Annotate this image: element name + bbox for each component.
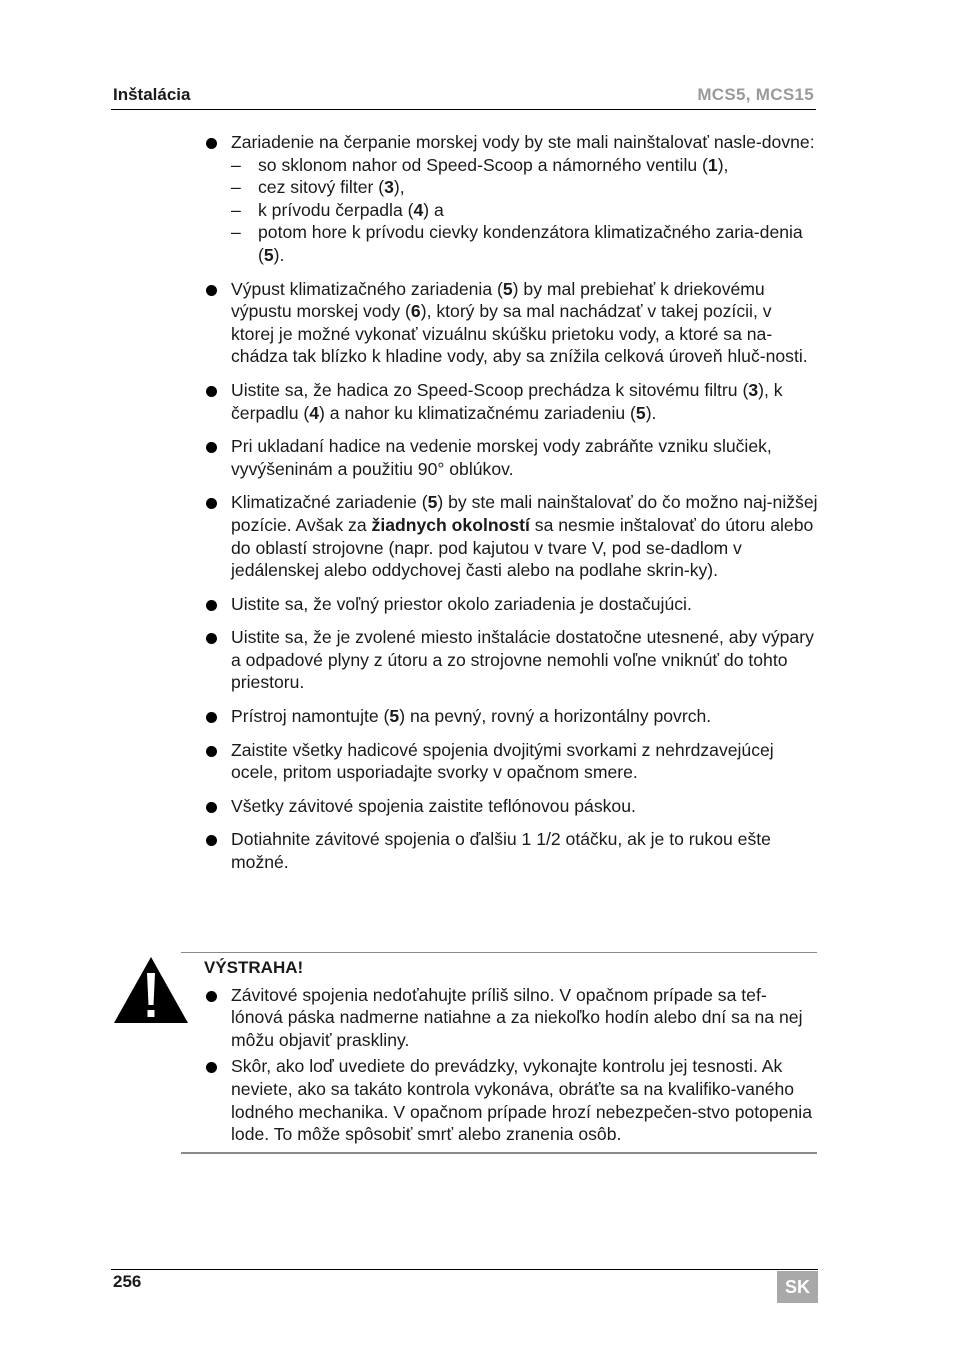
model-name: MCS5, MCS15 (697, 85, 814, 104)
warning-title: VÝSTRAHA! (204, 958, 304, 977)
page-header (111, 83, 816, 110)
text-segment: ) a (423, 199, 444, 220)
text-segment: Výpust klimatizačného zariadenia ( (231, 278, 503, 299)
list-item (204, 278, 818, 368)
text-segment: Zariadenie na čerpanie morskej vody by ste mali nainštalovať nasle-dovne: (231, 132, 815, 152)
bullet-icon (206, 386, 217, 397)
list-item (204, 131, 818, 267)
item-text (231, 131, 818, 154)
text-segment: ) by ste mali nainštalovať do čo možno naj-nižšej pozície. Avšak za (231, 492, 818, 535)
text-segment: Skôr, ako loď uvediete do prevádzky, vykonajte kontrolu jej tesnosti. Ak neviete, ako sa takáto kontrola vykonáva, obráťte sa na kvalifiko-vaného lodného mechanika. V opačnom prípade hrozí nebezpečen-stvo potopenia lode. To môže spôsobiť smrť alebo zranenia osôb. (231, 1056, 812, 1145)
bold-text: 5 (263, 244, 274, 265)
text-segment: sa nesmie inštalovať do útoru alebo do oblastí strojovne (napr. pod kajutou v tvare V, pod se-dadlom v jedálenskej alebo oddychovej časti alebo na podlahe skrin-ky). (231, 514, 814, 581)
list-item (204, 739, 818, 784)
bold-text: 4 (413, 199, 424, 220)
list-item (204, 435, 818, 480)
text-segment: ). (273, 244, 285, 265)
text-segment: ), (717, 154, 729, 175)
text-segment: Klimatizačné zariadenie ( (231, 492, 428, 513)
text-segment: ) by mal prebiehať k driekovému výpustu morskej vody ( (231, 278, 765, 322)
dash-marker: – (231, 154, 241, 175)
bullet-icon (206, 991, 217, 1002)
text-segment: Uistite sa, že je zvolené miesto inštalácie dostatočne utesnené, aby výpary a odpadové plyny z útoru a zo strojovne nemohli voľne vniknúť do tohto priestoru. (231, 627, 814, 693)
text-segment: so sklonom nahor od Speed-Scoop a námorného ventilu ( (258, 154, 708, 175)
text-segment: Dotiahnite závitové spojenia o ďalšiu 1 1/2 otáčku, ak je to rukou ešte možné. (231, 829, 771, 873)
bold-text: 6 (410, 301, 421, 322)
text-segment: ), ktorý by sa mal nachádzať v takej pozícii, v ktorej je možné vykonať vizuálnu skúšku prietoku vody, a ktoré sa na-chádza tak blízko k hladine vody, aby sa znížila celková úroveň hluč-nosti. (231, 301, 808, 367)
text-segment: Prístroj namontujte ( (231, 706, 390, 727)
bold-text: 4 (309, 402, 320, 423)
item-text (231, 739, 818, 784)
text-segment: ), (393, 177, 405, 198)
item-text (231, 435, 818, 480)
text-segment: cez sitový filter ( (258, 177, 385, 198)
text-segment: Uistite sa, že voľný priestor okolo zariadenia je dostačujúci. (231, 593, 692, 614)
text-segment: Uistite sa, že hadica zo Speed-Scoop prechádza k sitovému filtru ( (231, 379, 749, 400)
item-text (231, 984, 818, 1052)
language-badge: SK (777, 1271, 818, 1303)
bold-text: 5 (635, 402, 646, 423)
section-title: Inštalácia (113, 85, 191, 104)
sub-list-item (231, 176, 818, 199)
bullet-icon (206, 285, 217, 296)
bold-text: 3 (384, 177, 394, 198)
bullet-icon (206, 442, 217, 453)
text-segment: potom hore k prívodu cievky kondenzátora klimatizačného zaria-denia ( (258, 222, 803, 265)
bold-text: 5 (427, 492, 438, 513)
warning-content (204, 957, 818, 1150)
item-text (231, 491, 818, 581)
item-text (231, 593, 818, 616)
text-segment: ). (645, 402, 657, 423)
item-text (231, 828, 818, 873)
bold-text: 5 (502, 278, 513, 299)
text-segment: ), k čerpadlu ( (231, 379, 783, 423)
item-text (231, 705, 818, 728)
text-segment: Zaistite všetky hadicové spojenia dvojitými svorkami z nehrdzavejúcej ocele, pritom usporiadajte svorky v opačnom smere. (231, 739, 774, 783)
list-item (204, 1055, 818, 1145)
dash-marker: – (231, 199, 241, 220)
text-segment: ) na pevný, rovný a horizontálny povrch. (399, 706, 712, 727)
bold-text: 3 (748, 379, 759, 400)
list-item (204, 984, 818, 1052)
list-item (204, 379, 818, 424)
list-item (204, 705, 818, 728)
warning-triangle-icon (112, 955, 190, 1025)
item-text (231, 379, 818, 424)
list-item (204, 593, 818, 616)
text-segment: Pri ukladaní hadice na vedenie morskej vody zabráňte vzniku slučiek, vyvýšeninám a použitiu 90° oblúkov. (231, 436, 772, 479)
list-item (204, 491, 818, 581)
list-item (204, 795, 818, 818)
bullet-icon (206, 835, 217, 846)
item-text (231, 795, 818, 818)
bullet-icon (206, 1062, 217, 1073)
page-number: 256 (113, 1272, 142, 1291)
bullet-icon (206, 633, 217, 644)
bold-text: 1 (707, 154, 718, 175)
dash-marker: – (231, 222, 241, 243)
instruction-list (204, 131, 818, 885)
dash-marker: – (231, 177, 241, 198)
sub-list-item (231, 221, 818, 266)
list-item (204, 828, 818, 873)
bold-text: žiadnych okolností (371, 514, 530, 535)
bullet-icon (206, 138, 217, 149)
sub-list-item (231, 199, 818, 222)
bullet-icon (206, 746, 217, 757)
sub-list-item (231, 154, 818, 177)
warning-list (204, 984, 818, 1146)
footer-rule (111, 1269, 818, 1270)
bold-text: 5 (389, 706, 400, 727)
item-text (231, 278, 818, 368)
list-item (204, 626, 818, 694)
text-segment: k prívodu čerpadla ( (258, 199, 414, 220)
text-segment: Závitové spojenia nedoťahujte príliš silno. V opačnom prípade sa tef-lónová páska nadmerne natiahne a za niekoľko hodín alebo dní sa na nej môžu objaviť praskliny. (231, 984, 803, 1050)
text-segment: ) a nahor ku klimatizačnému zariadeniu ( (319, 402, 636, 423)
bullet-icon (206, 712, 217, 723)
item-text (231, 1055, 818, 1145)
bullet-icon (206, 498, 217, 509)
bullet-icon (206, 600, 217, 611)
item-text (231, 626, 818, 694)
bullet-icon (206, 802, 217, 813)
text-segment: Všetky závitové spojenia zaistite teflónovou páskou. (231, 795, 636, 816)
